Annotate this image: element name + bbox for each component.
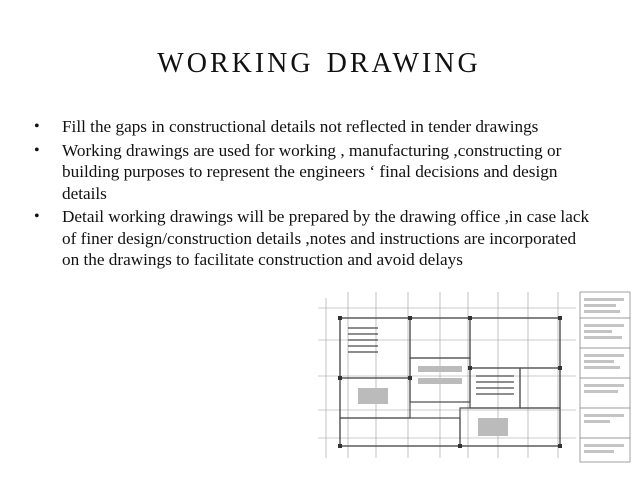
bullet-dot-icon: •	[34, 118, 40, 135]
bullet-dot-icon: •	[34, 141, 40, 159]
bullet-item	[34, 140, 594, 205]
bullet-text: Working drawings are used for working , manufacturing ,constructing or building purposes to represent the engineers ‘ final decisions and design details	[62, 140, 562, 203]
bullet-dot-icon: •	[34, 208, 40, 225]
bullet-list	[34, 116, 594, 273]
bullet-text: Fill the gaps in constructional details not reflected in tender drawings	[62, 117, 539, 136]
bullet-item	[34, 206, 594, 271]
bullet-item	[34, 116, 594, 138]
bullet-text: Detail working drawings will be prepared by the drawing office ,in case lack of finer design/construction details ,notes and instructions are incorporated on the drawings to facilitate construction and avoid delays	[62, 207, 590, 269]
architectural-floor-plan-image	[318, 288, 634, 466]
slide-title: working drawing	[157, 36, 481, 81]
